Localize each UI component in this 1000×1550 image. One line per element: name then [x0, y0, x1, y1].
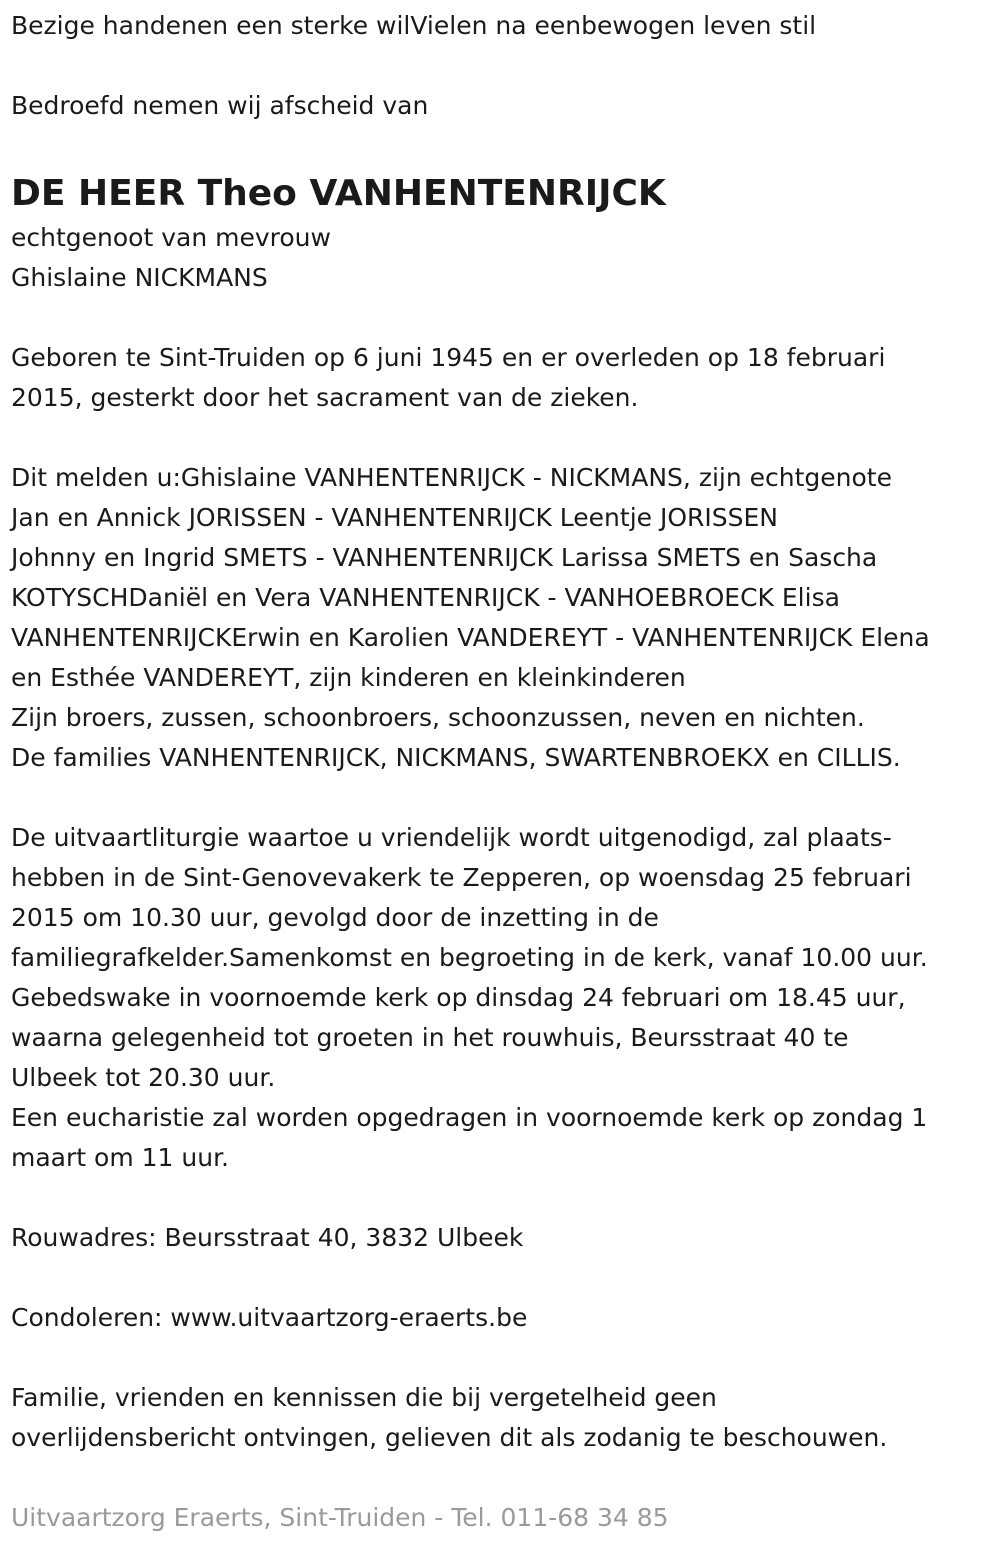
deceased-name: DE HEER Theo VANHENTENRIJCK — [11, 173, 666, 214]
condolences-link: Condoleren: www.uitvaartzorg-eraerts.be — [11, 1303, 528, 1332]
ceremony-line: Ulbeek tot 20.30 uur. — [11, 1063, 276, 1092]
spacer — [11, 778, 988, 818]
text-line: 2015, gesterkt door het sacrament van de zieken. — [11, 383, 639, 412]
funeral-home-footer: Uitvaartzorg Eraerts, Sint-Truiden - Tel. 011-68 34 85 — [11, 1503, 669, 1532]
ceremony-line: waarna gelegenheid tot groeten in het rouwhuis, Beursstraat 40 te — [11, 1023, 849, 1052]
spacer — [11, 298, 988, 338]
spacer — [11, 1458, 988, 1498]
ceremony-line: De uitvaartliturgie waartoe u vriendelijk wordt uitgenodigd, zal plaats- — [11, 823, 892, 852]
intro-text: Bedroefd nemen wij afscheid van — [11, 91, 429, 120]
spouse-name: Ghislaine NICKMANS — [11, 263, 268, 292]
mourning-address: Rouwadres: Beursstraat 40, 3832 Ulbeek — [11, 1223, 524, 1252]
notice-block — [11, 1378, 988, 1458]
spacer — [11, 1338, 988, 1378]
ceremony-line: hebben in de Sint-Genovevakerk te Zepperen, op woensdag 25 februari — [11, 863, 912, 892]
family-line: Zijn broers, zussen, schoonbroers, schoonzussen, neven en nichten. — [11, 703, 865, 732]
ceremony-line: familiegrafkelder.Samenkomst en begroeting in de kerk, vanaf 10.00 uur. — [11, 943, 928, 972]
ceremony-line: Gebedswake in voornoemde kerk op dinsdag 24 februari om 18.45 uur, — [11, 983, 906, 1012]
family-line: KOTYSCHDaniël en Vera VANHENTENRIJCK - VANHOEBROECK Elisa — [11, 583, 840, 612]
ceremony-line: maart om 11 uur. — [11, 1143, 229, 1172]
family-line: en Esthée VANDEREYT, zijn kinderen en kleinkinderen — [11, 663, 686, 692]
notice-line: Familie, vrienden en kennissen die bij vergetelheid geen — [11, 1383, 717, 1412]
spacer — [11, 1178, 988, 1218]
family-line: Dit melden u:Ghislaine VANHENTENRIJCK - NICKMANS, zijn echtgenote — [11, 463, 892, 492]
spacer — [11, 418, 988, 458]
notice-line: overlijdensbericht ontvingen, gelieven dit als zodanig te beschouwen. — [11, 1423, 888, 1452]
family-line: Jan en Annick JORISSEN - VANHENTENRIJCK Leentje JORISSEN — [11, 503, 778, 532]
family-block — [11, 458, 988, 778]
ceremony-line: 2015 om 10.30 uur, gevolgd door de inzetting in de — [11, 903, 659, 932]
birth-death-block — [11, 338, 988, 418]
family-line: Johnny en Ingrid SMETS - VANHENTENRIJCK Larissa SMETS en Sascha — [11, 543, 878, 572]
ceremony-line: Een eucharistie zal worden opgedragen in voornoemde kerk op zondag 1 — [11, 1103, 928, 1132]
spacer — [11, 1258, 988, 1298]
motto: Bezige handenen een sterke wilVielen na eenbewogen leven stil — [11, 11, 817, 40]
family-line: VANHENTENRIJCKErwin en Karolien VANDEREYT - VANHENTENRIJCK Elena — [11, 623, 930, 652]
spacer — [11, 46, 988, 86]
family-line: De families VANHENTENRIJCK, NICKMANS, SWARTENBROEKX en CILLIS. — [11, 743, 901, 772]
relation-text: echtgenoot van mevrouw — [11, 223, 331, 252]
ceremony-block — [11, 818, 988, 1178]
text-line: Geboren te Sint-Truiden op 6 juni 1945 en er overleden op 18 februari — [11, 343, 886, 372]
spacer — [11, 126, 988, 166]
